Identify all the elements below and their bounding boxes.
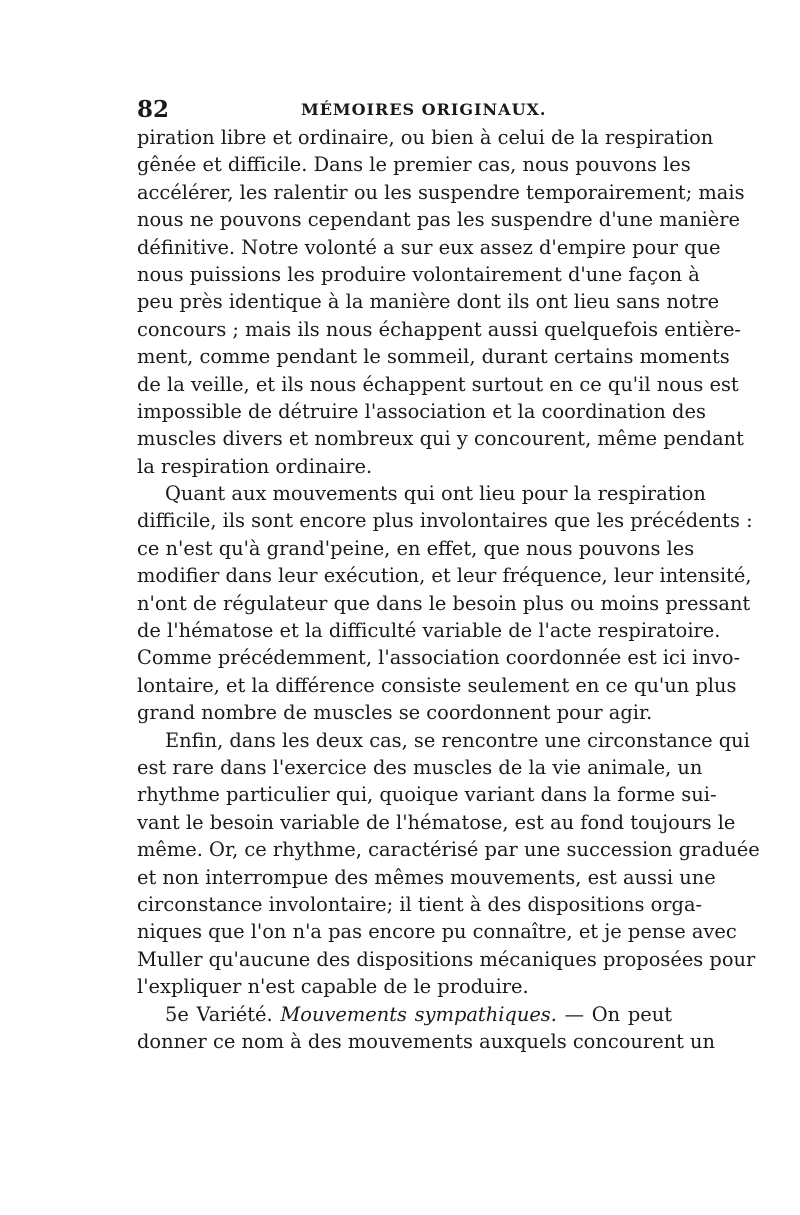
text-line: modifier dans leur exécution, et leur fréquence, leur intensité, xyxy=(137,564,752,588)
variety-label: Variété. xyxy=(196,1002,273,1026)
text-line: piration libre et ordinaire, ou bien à celui de la respiration xyxy=(137,126,714,149)
text-line: même. Or, ce rhythme, caractérisé par une succession graduée xyxy=(137,838,760,862)
text-line: la respiration ordinaire. xyxy=(137,454,373,478)
text-line: l'expliquer n'est capable de le produire. xyxy=(137,975,529,999)
page-header xyxy=(137,96,670,126)
text-line: Quant aux mouvements qui ont lieu pour la respiration xyxy=(165,482,706,506)
variety-number: 5e xyxy=(165,1002,189,1026)
text-line: lontaire, et la différence consiste seulement en ce qu'un plus xyxy=(137,673,737,697)
page-number: 82 xyxy=(137,96,170,123)
text-line: ce n'est qu'à grand'peine, en effet, que nous pouvons les xyxy=(137,536,695,560)
text-line: Comme précédemment, l'association coordonnée est ici invo- xyxy=(137,646,741,670)
text-line: de la veille, et ils nous échappent surtout en ce qu'il nous est xyxy=(137,372,739,396)
text-line: Enfin, dans les deux cas, se rencontre une circonstance qui xyxy=(165,728,750,752)
text-line: définitive. Notre volonté a sur eux assez d'empire pour que xyxy=(137,235,721,259)
text-line: n'ont de régulateur que dans le besoin plus ou moins pressant xyxy=(137,591,751,615)
running-title: MÉMOIRES ORIGINAUX. xyxy=(301,100,547,119)
text-line: rhythme particulier qui, quoique variant dans la forme sui- xyxy=(137,783,717,807)
text-line: ment, comme pendant le sommeil, durant certains moments xyxy=(137,345,730,369)
variety-rest: — On peut xyxy=(564,1002,673,1026)
text-line: muscles divers et nombreux qui y concourent, même pendant xyxy=(137,427,744,451)
body-text xyxy=(137,124,760,1055)
text-line: niques que l'on n'a pas encore pu connaître, et je pense avec xyxy=(137,920,737,944)
text-line: accélérer, les ralentir ou les suspendre temporairement; mais xyxy=(137,180,745,204)
text-line: peu près identique à la manière dont ils ont lieu sans notre xyxy=(137,290,720,314)
text-line: et non interrompue des mêmes mouvements, est aussi une xyxy=(137,865,716,889)
variety-title: Mouvements sympathiques. xyxy=(280,1002,557,1026)
text-line: grand nombre de muscles se coordonnent pour agir. xyxy=(137,701,653,725)
text-line: concours ; mais ils nous échappent aussi quelquefois entière- xyxy=(137,317,741,341)
text-line: de l'hématose et la difficulté variable de l'acte respiratoire. xyxy=(137,619,721,643)
text-line: Muller qu'aucune des dispositions mécaniques proposées pour xyxy=(137,947,756,971)
text-line: est rare dans l'exercice des muscles de la vie animale, un xyxy=(137,755,703,779)
text-line: circonstance involontaire; il tient à des dispositions orga- xyxy=(137,892,703,916)
variety-heading-line xyxy=(137,1001,672,1028)
text-line: donner ce nom à des mouvements auxquels concourent un xyxy=(137,1029,716,1053)
text-line: nous ne pouvons cependant pas les suspendre d'une manière xyxy=(137,208,741,232)
text-line: gênée et difficile. Dans le premier cas, nous pouvons les xyxy=(137,153,691,177)
text-line: difficile, ils sont encore plus involontaires que les précédents : xyxy=(137,509,753,533)
text-line: impossible de détruire l'association et la coordination des xyxy=(137,399,706,423)
text-line: nous puissions les produire volontairement d'une façon à xyxy=(137,262,700,286)
text-line: vant le besoin variable de l'hématose, est au fond toujours le xyxy=(137,810,736,834)
